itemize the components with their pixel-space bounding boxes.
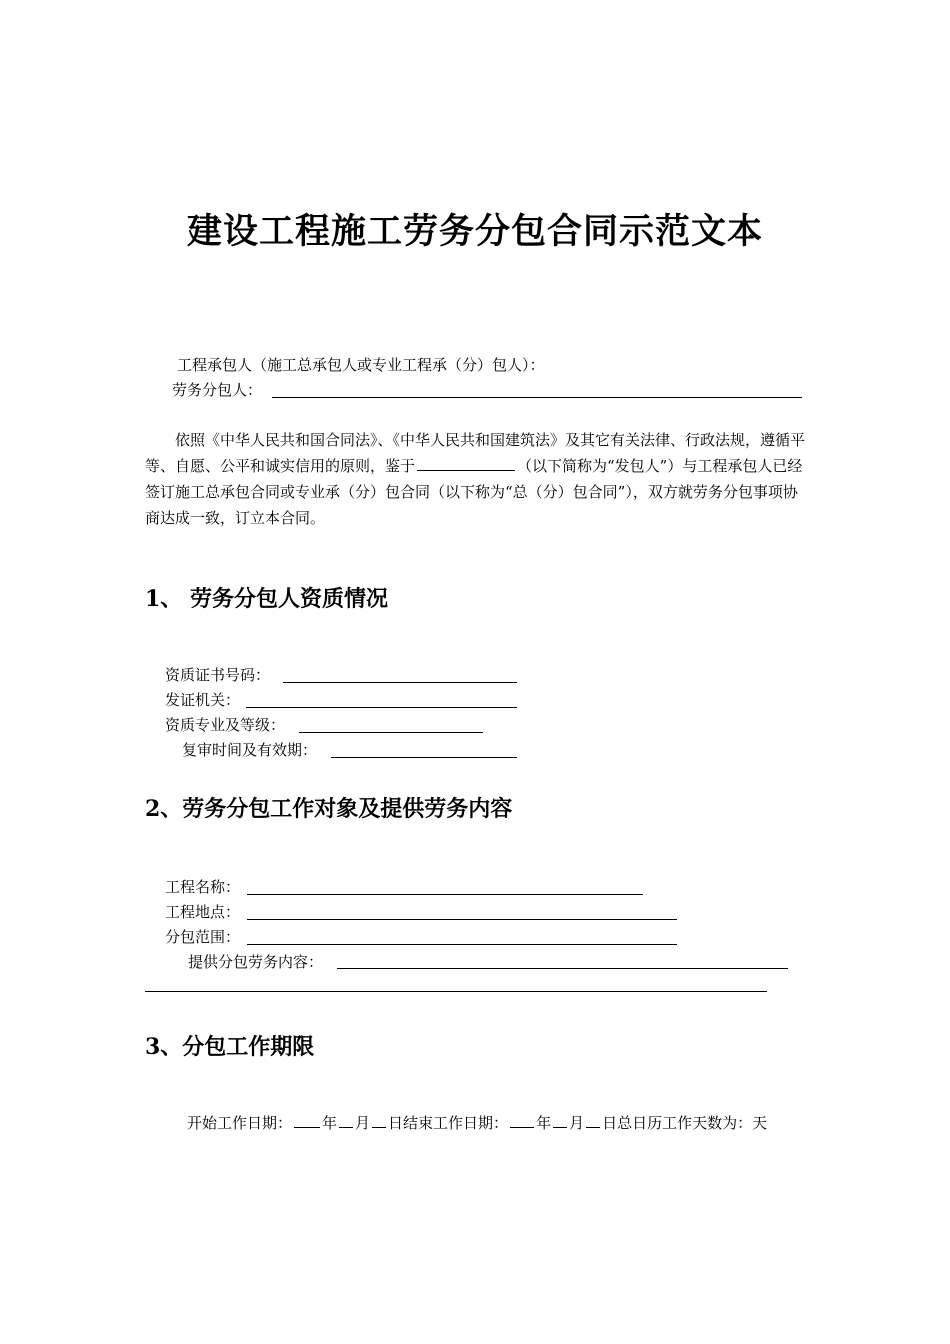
section-3-heading: 3、分包工作期限 [145,1034,315,1060]
end-year-blank[interactable] [510,1113,534,1128]
start-year-unit: 年 [322,1114,338,1132]
section-1-heading: 1、 劳务分包人资质情况 [145,586,388,612]
section-2-heading: 2、劳务分包工作对象及提供劳务内容 [145,796,513,822]
cert-no-label: 资质证书号码： [165,666,271,684]
issuer-label: 发证机关： [165,691,241,709]
employer-blank[interactable] [417,456,515,471]
start-month-unit: 月 [355,1114,371,1132]
project-location-label: 工程地点： [165,903,241,921]
issuer-field[interactable] [246,707,517,708]
review-field[interactable] [331,757,517,758]
project-name-label: 工程名称： [165,878,241,896]
project-name-field[interactable] [247,894,643,895]
start-day-blank[interactable] [372,1113,386,1128]
contractor-label: 工程承包人（施工总承包人或专业工程承（分）包人）： [177,356,545,374]
grade-field[interactable] [299,732,483,733]
preamble-paragraph [145,427,810,531]
preamble-text-2: （以下简称为“发包人”）与工程承包人已经签订施工总承包合同或专业承（分）包合同（以下称为“总（分）包合同”），双方就劳务分包事项协商达成一致，订立本合同。 [145,457,803,527]
days-unit: 天 [752,1114,768,1132]
end-date-label: 日结束工作日期： [388,1114,509,1132]
work-period-paragraph [145,1110,810,1136]
end-month-blank[interactable] [553,1113,567,1128]
project-location-field[interactable] [247,919,677,920]
document-title: 建设工程施工劳务分包合同示范文本 [186,211,763,252]
subcontractor-label: 劳务分包人： [172,381,263,399]
start-year-blank[interactable] [294,1113,320,1128]
scope-label: 分包范围： [165,928,241,946]
subcontractor-field[interactable] [272,397,802,398]
scope-field[interactable] [247,944,677,945]
review-label: 复审时间及有效期： [182,741,318,759]
labor-content-label: 提供分包劳务内容： [188,953,324,971]
end-year-unit: 年 [536,1114,552,1132]
cert-no-field[interactable] [283,682,517,683]
grade-label: 资质专业及等级： [165,716,286,734]
start-date-label: 开始工作日期： [187,1114,293,1132]
end-day-blank[interactable] [586,1113,600,1128]
start-month-blank[interactable] [339,1113,353,1128]
labor-content-field-line2[interactable] [145,991,767,992]
labor-content-field[interactable] [337,968,788,969]
end-month-unit: 月 [569,1114,585,1132]
preamble-text-1: 依照《中华人民共和国合同法》、《中华人民共和国建筑法》及其它有关法律、行政法规，遵循平等、自愿、公平和诚实信用的原则，鉴于 [145,431,806,475]
total-days-label: 日总日历工作天数为： [602,1114,753,1132]
